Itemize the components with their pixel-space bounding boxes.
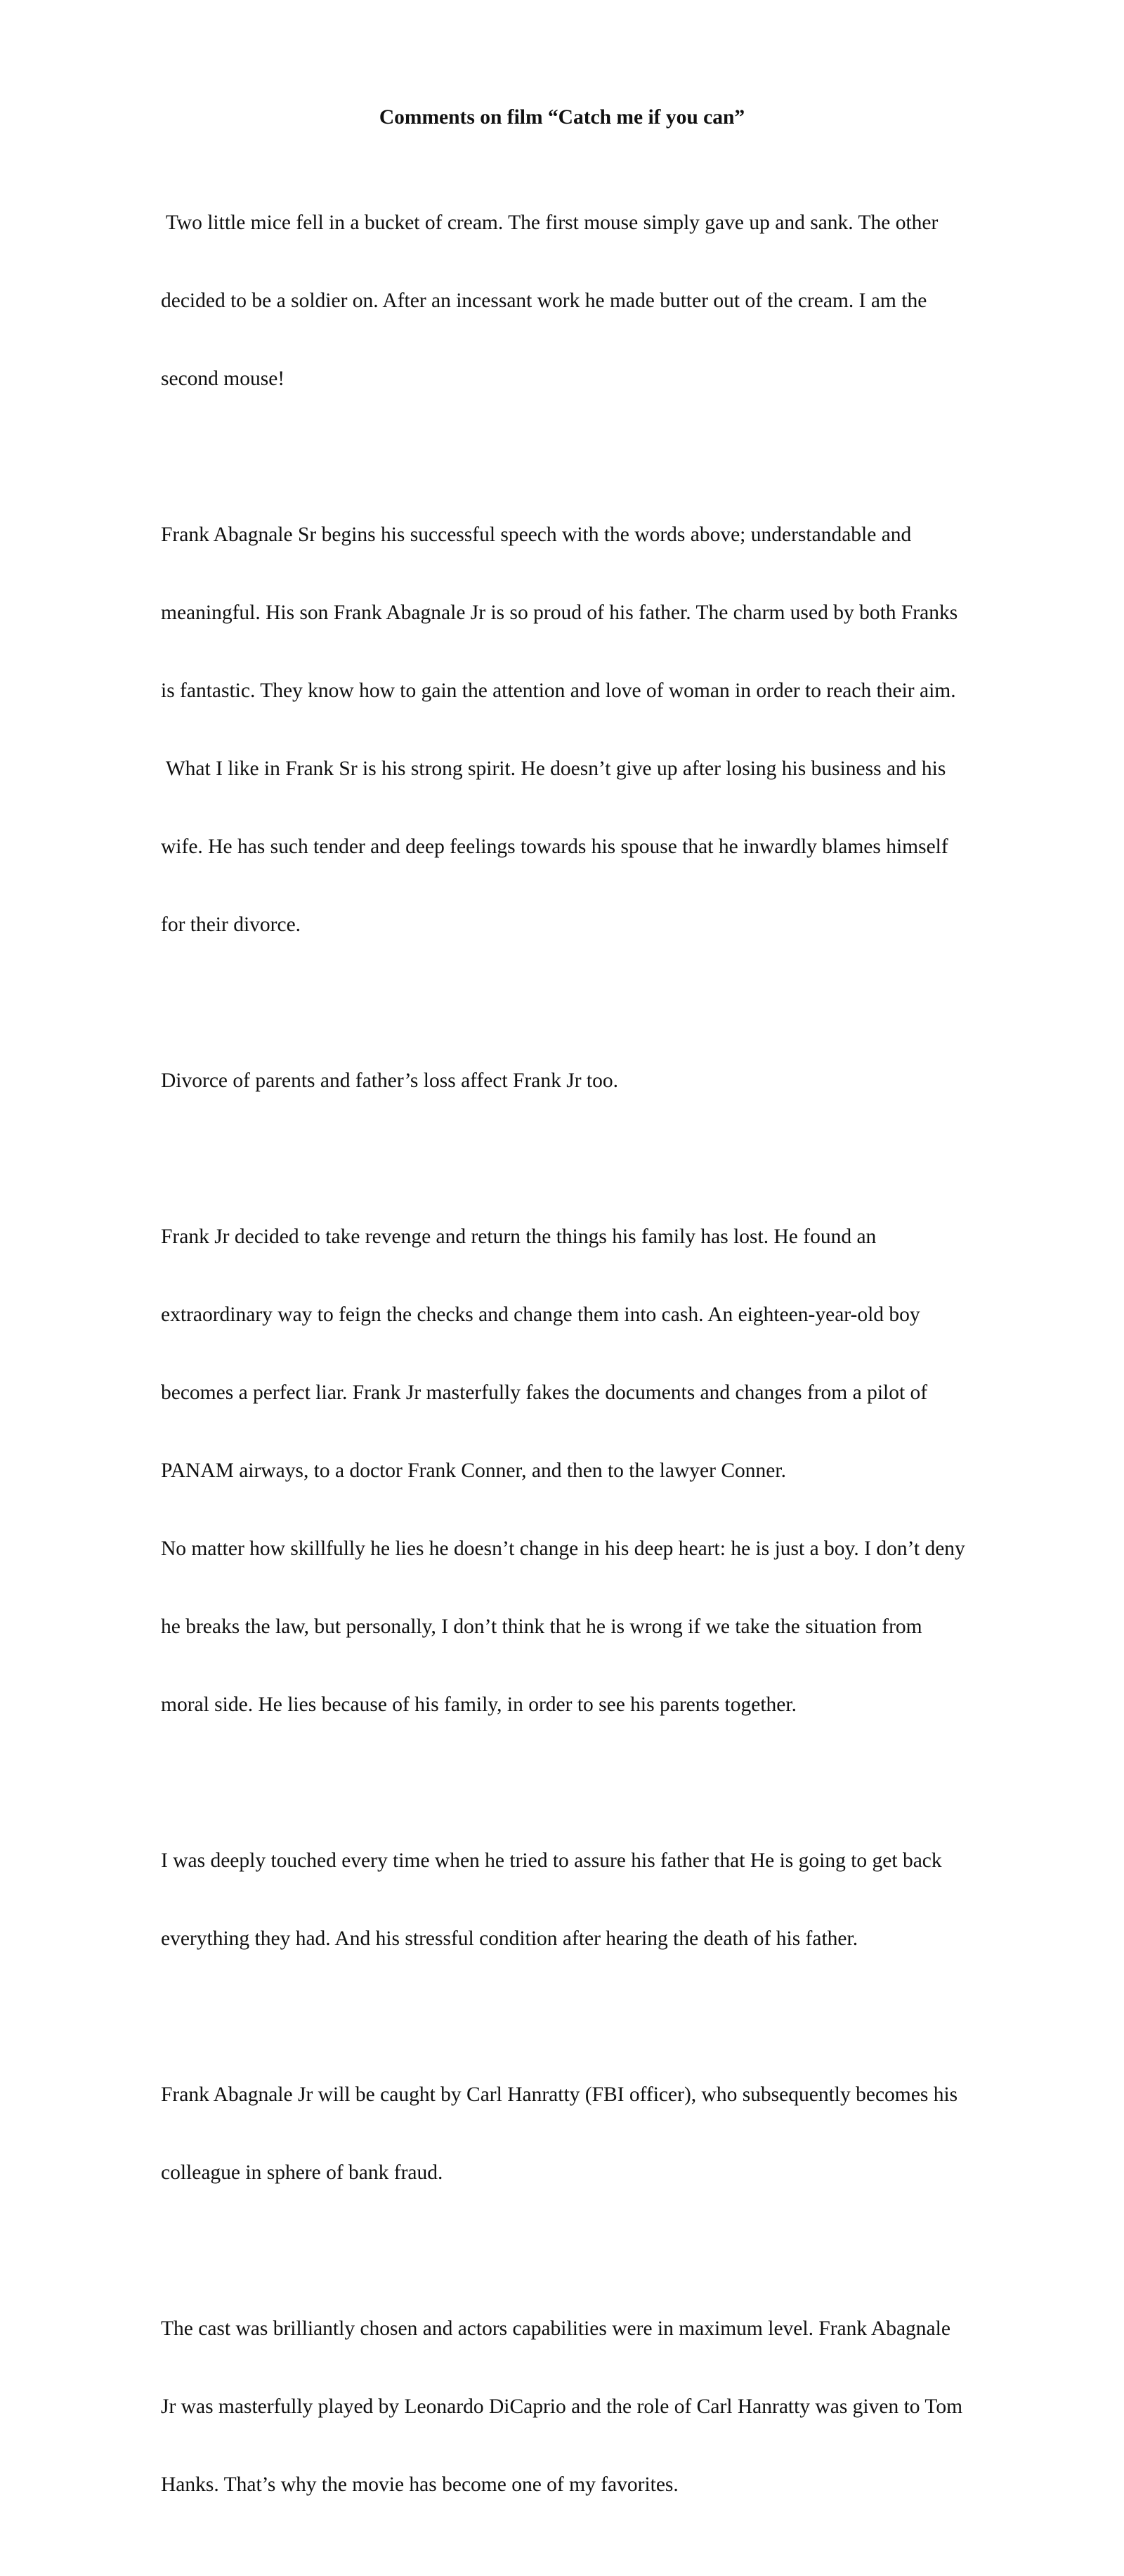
document-title: Comments on film “Catch me if you can” [379, 106, 745, 129]
paragraph-touched [161, 1796, 1067, 2004]
paragraph-frank-sr [161, 470, 1067, 990]
paragraph-intro [161, 158, 1067, 444]
paragraph-line: is fantastic. They know how to gain the attention and love of woman in order to reach their aim. [161, 679, 956, 702]
paragraph-caught [161, 2030, 1067, 2238]
paragraph-line: Hanks. That’s why the movie has become one of my favorites. [161, 2473, 679, 2496]
paragraph-line: Frank Abagnale Sr begins his successful speech with the words above; understandable and [161, 523, 912, 546]
paragraph-line: Jr was masterfully played by Leonardo DiCaprio and the role of Carl Hanratty was given to Tom [161, 2395, 963, 2418]
paragraph-line: No matter how skillfully he lies he doesn’t change in his deep heart: he is just a boy. I don’t deny [161, 1537, 965, 1560]
paragraph-line: colleague in sphere of bank fraud. [161, 2161, 443, 2184]
paragraph-line: The cast was brilliantly chosen and actors capabilities were in maximum level. Frank Abagnale [161, 2317, 950, 2340]
paragraph-line: wife. He has such tender and deep feelings towards his spouse that he inwardly blames himself [161, 835, 948, 858]
paragraph-line: Divorce of parents and father’s loss affect Frank Jr too. [161, 1069, 618, 1092]
paragraph-line: he breaks the law, but personally, I don’t think that he is wrong if we take the situation from [161, 1615, 922, 1638]
paragraph-line: extraordinary way to feign the checks and change them into cash. An eighteen-year-old boy [161, 1303, 920, 1326]
paragraph-line: second mouse! [161, 367, 285, 390]
paragraph-line: for their divorce. [161, 913, 301, 936]
paragraph-frank-jr [161, 1172, 1067, 1770]
paragraph-line: Frank Abagnale Jr will be caught by Carl Hanratty (FBI officer), who subsequently becomes his [161, 2083, 958, 2106]
document-body [161, 158, 1067, 2576]
paragraph-line: decided to be a soldier on. After an incessant work he made butter out of the cream. I am the [161, 290, 927, 312]
paragraph-line: Frank Jr decided to take revenge and return the things his family has lost. He found an [161, 1225, 877, 1248]
paragraph-line: PANAM airways, to a doctor Frank Conner, and then to the lawyer Conner. [161, 1459, 786, 1482]
paragraph-line: becomes a perfect liar. Frank Jr masterfully fakes the documents and changes from a pilot of [161, 1381, 928, 1404]
paragraph-line: moral side. He lies because of his family, in order to see his parents together. [161, 1693, 797, 1716]
paragraph-line: What I like in Frank Sr is his strong spirit. He doesn’t give up after losing his business and his [161, 757, 946, 780]
paragraph-line: meaningful. His son Frank Abagnale Jr is so proud of his father. The charm used by both Franks [161, 601, 958, 624]
paragraph-line: I was deeply touched every time when he tried to assure his father that He is going to get back [161, 1849, 942, 1872]
paragraph-divorce [161, 1016, 1067, 1146]
paragraph-line: everything they had. And his stressful condition after hearing the death of his father. [161, 1927, 858, 1950]
paragraph-cast [161, 2264, 1067, 2550]
paragraph-line: Two little mice fell in a bucket of cream. The first mouse simply gave up and sank. The other [161, 212, 939, 234]
